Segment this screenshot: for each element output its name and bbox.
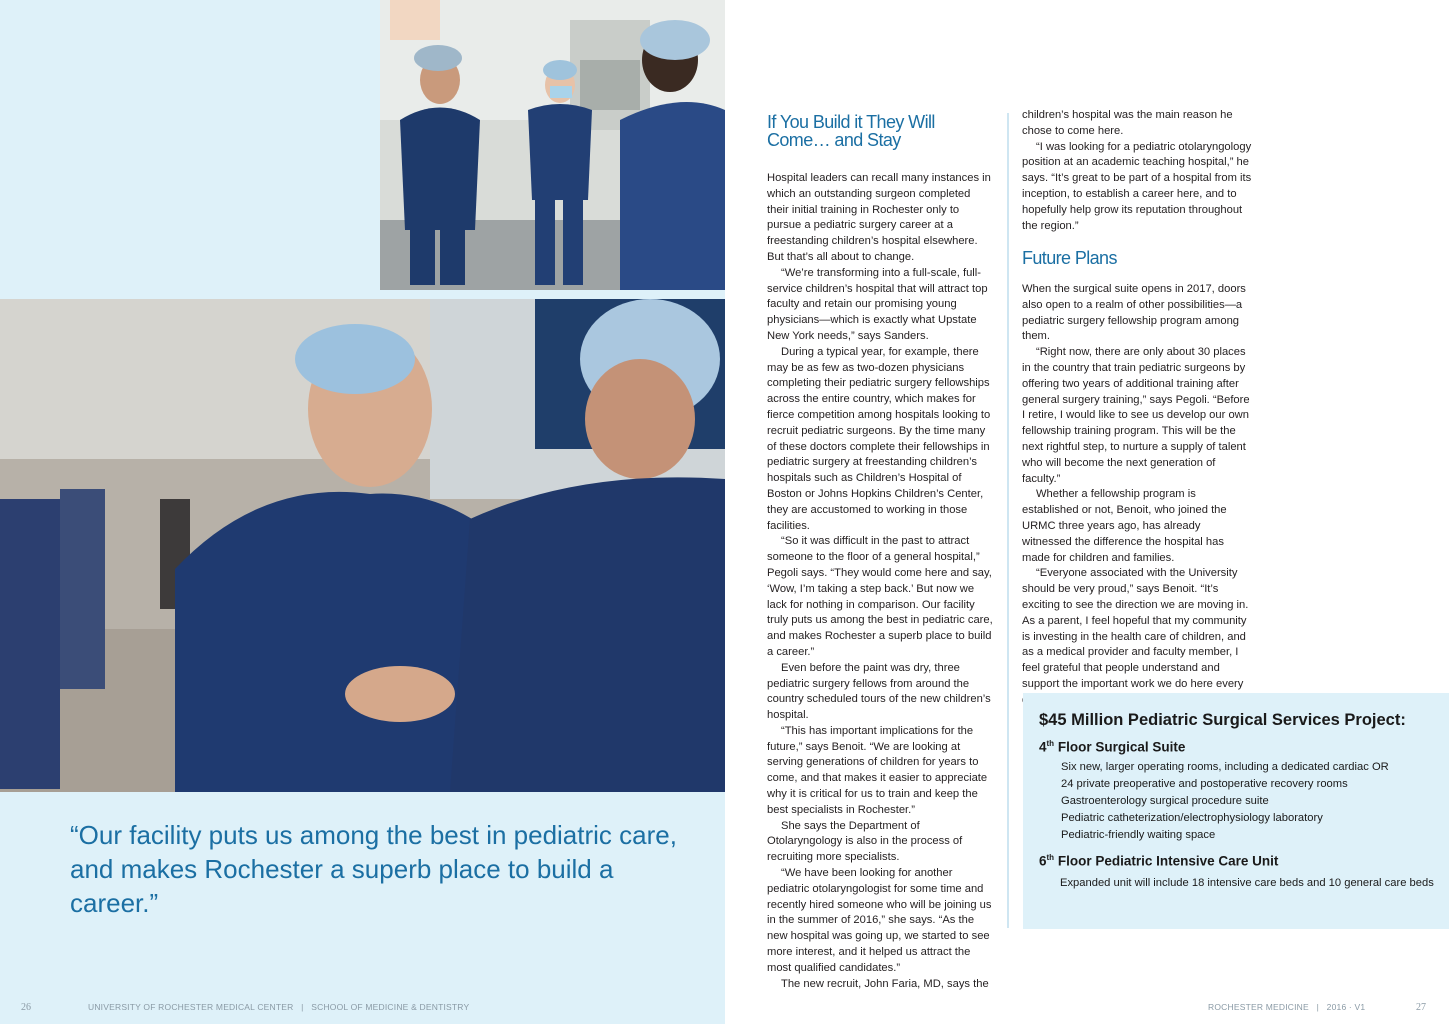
pull-quote: “Our facility puts us among the best in pediatric care, and makes Rochester a superb place to build a career.” xyxy=(70,820,677,918)
list-item: Pediatric-friendly waiting space xyxy=(1061,829,1216,841)
paragraph: children’s hospital was the main reason he chose to come here. xyxy=(1022,109,1233,137)
page-number-left: 26 xyxy=(21,1002,31,1013)
paragraph: “This has important implications for the future,” says Benoit. “We are looking at serving generations of children for years to come, and that makes it easier to appreciate why it is critical for us to train and keep the best specialists in Rochester.” xyxy=(767,724,988,816)
page-number-right: 27 xyxy=(1416,1002,1426,1013)
project-sidebar xyxy=(1023,693,1449,929)
paragraph: “Everyone associated with the University should be very proud,” says Benoit. “It’s exciting to see the direction we are moving in. As a parent, I feel hopeful that my community is investing in the health care of children, and as a medical provider and faculty member, I feel grateful that people understand and support the important work we do here every xyxy=(1022,567,1249,690)
floor-label: Floor Surgical Suite xyxy=(1054,739,1186,755)
list-item: Six new, larger operating rooms, including a dedicated cardiac OR xyxy=(1061,761,1389,773)
paragraph: Even before the paint was dry, three pediatric surgery fellows from around the country scheduled tours of the new children’s hospital. xyxy=(767,661,991,722)
list-item: Gastroenterology surgical procedure suite xyxy=(1061,795,1269,807)
heading-if-you-build-it: If You Build it They Will Come… and Stay xyxy=(767,112,935,150)
sidebar-floor6-heading xyxy=(1039,853,1278,869)
floor-ordinal: th xyxy=(1046,739,1055,748)
list-item: 24 private preoperative and postoperative recovery rooms xyxy=(1061,778,1348,790)
list-item: Pediatric catheterization/electrophysiology laboratory xyxy=(1061,812,1323,824)
photo-operating-room xyxy=(380,0,725,290)
floor-label: Floor Pediatric Intensive Care Unit xyxy=(1054,853,1279,869)
sidebar-floor4-heading xyxy=(1039,739,1185,755)
heading-future-plans: Future Plans xyxy=(1022,248,1117,268)
paragraph: “We’re transforming into a full-scale, full-service children’s hospital that will attract top faculty and retain our promising young physicians—which is exactly what Upstate New York needs,” says Sanders. xyxy=(767,266,988,342)
paragraph: When the surgical suite opens in 2017, doors also open to a realm of other possibilities—a pediatric surgery fellowship program among them. xyxy=(1022,283,1246,343)
sidebar-floor6-note: Expanded unit will include 18 intensive care beds and 10 general care beds xyxy=(1060,877,1434,889)
photo-surgeon-hallway xyxy=(0,299,725,792)
floor-ordinal: th xyxy=(1046,853,1055,862)
paragraph: “So it was difficult in the past to attract someone to the floor of a general hospital,” Pegoli says. “They would come here and say, ‘Wow, I’m taking a step back.’ But now we lack for nothing in comparison. Our facility truly puts us among the best in pediatric care, and makes Rochester a superb place to build a career.” xyxy=(767,535,993,658)
footer-left: UNIVERSITY OF ROCHESTER MEDICAL CENTER | SCHOOL OF MEDICINE & DENTISTRY xyxy=(88,1002,470,1012)
column-divider xyxy=(1007,113,1009,928)
paragraph: She says the Department of Otolaryngology is also in the process of recruiting more specialists. xyxy=(767,819,963,864)
sidebar-title: $45 Million Pediatric Surgical Services Project: xyxy=(1039,711,1406,729)
paragraph: The new recruit, John Faria, MD, says the xyxy=(781,977,989,990)
floor-number: 6 xyxy=(1039,853,1047,869)
footer-right: ROCHESTER MEDICINE | 2016 · V1 xyxy=(1208,1002,1366,1012)
paragraph: Whether a fellowship program is established or not, Benoit, who joined the URMC three years ago, has already witnessed the difference the hospital has made for children and families. xyxy=(1022,488,1227,564)
floor-number: 4 xyxy=(1039,739,1047,755)
paragraph: Hospital leaders can recall many instances in which an outstanding surgeon completed their initial training in Rochester only to pursue a pediatric surgery career at a freestanding children’s hospital elsewhere. But that’s all about to change. xyxy=(767,172,991,263)
article-column-1 xyxy=(767,171,995,992)
article-column-2-bottom xyxy=(1022,282,1252,709)
paragraph: During a typical year, for example, there may be as few as two-dozen physicians completing their pediatric surgery fellowships across the entire country, which makes for fierce competition among hospitals looking to recruit pediatric surgeons. By the time many of these doctors complete their fellowships in pediatric surgery at freestanding children’s hospitals such as Children’s Hospital of Boston or Johns Hopkins Children’s Center, they are accustomed to working in those facilities. xyxy=(767,345,991,532)
paragraph: “I was looking for a pediatric otolaryngology position at an academic teaching hospital,” he says. “It’s great to be part of a hospital from its inception, to establish a career here, and to hopefully help grow its reputation throughout the region.” xyxy=(1022,140,1252,232)
article-column-2-top xyxy=(1022,108,1252,234)
paragraph: “We have been looking for another pediatric otolaryngologist for some time and recently hired someone who will be joining us in the summer of 2016,” she says. “As the new hospital was going up, we started to see more interest, and it helped us attract the most qualified candidates.” xyxy=(767,867,992,974)
paragraph: “Right now, there are only about 30 places in the country that train pediatric surgeons by offering two years of additional training after general surgery training,” says Pegoli. “Before I retire, I would like to see us develop our own fellowship training program. This will be the next rightful step, to nurture a supply of talent who will become the next generation of faculty.” xyxy=(1022,346,1250,485)
sidebar-floor4-list xyxy=(1061,759,1389,844)
